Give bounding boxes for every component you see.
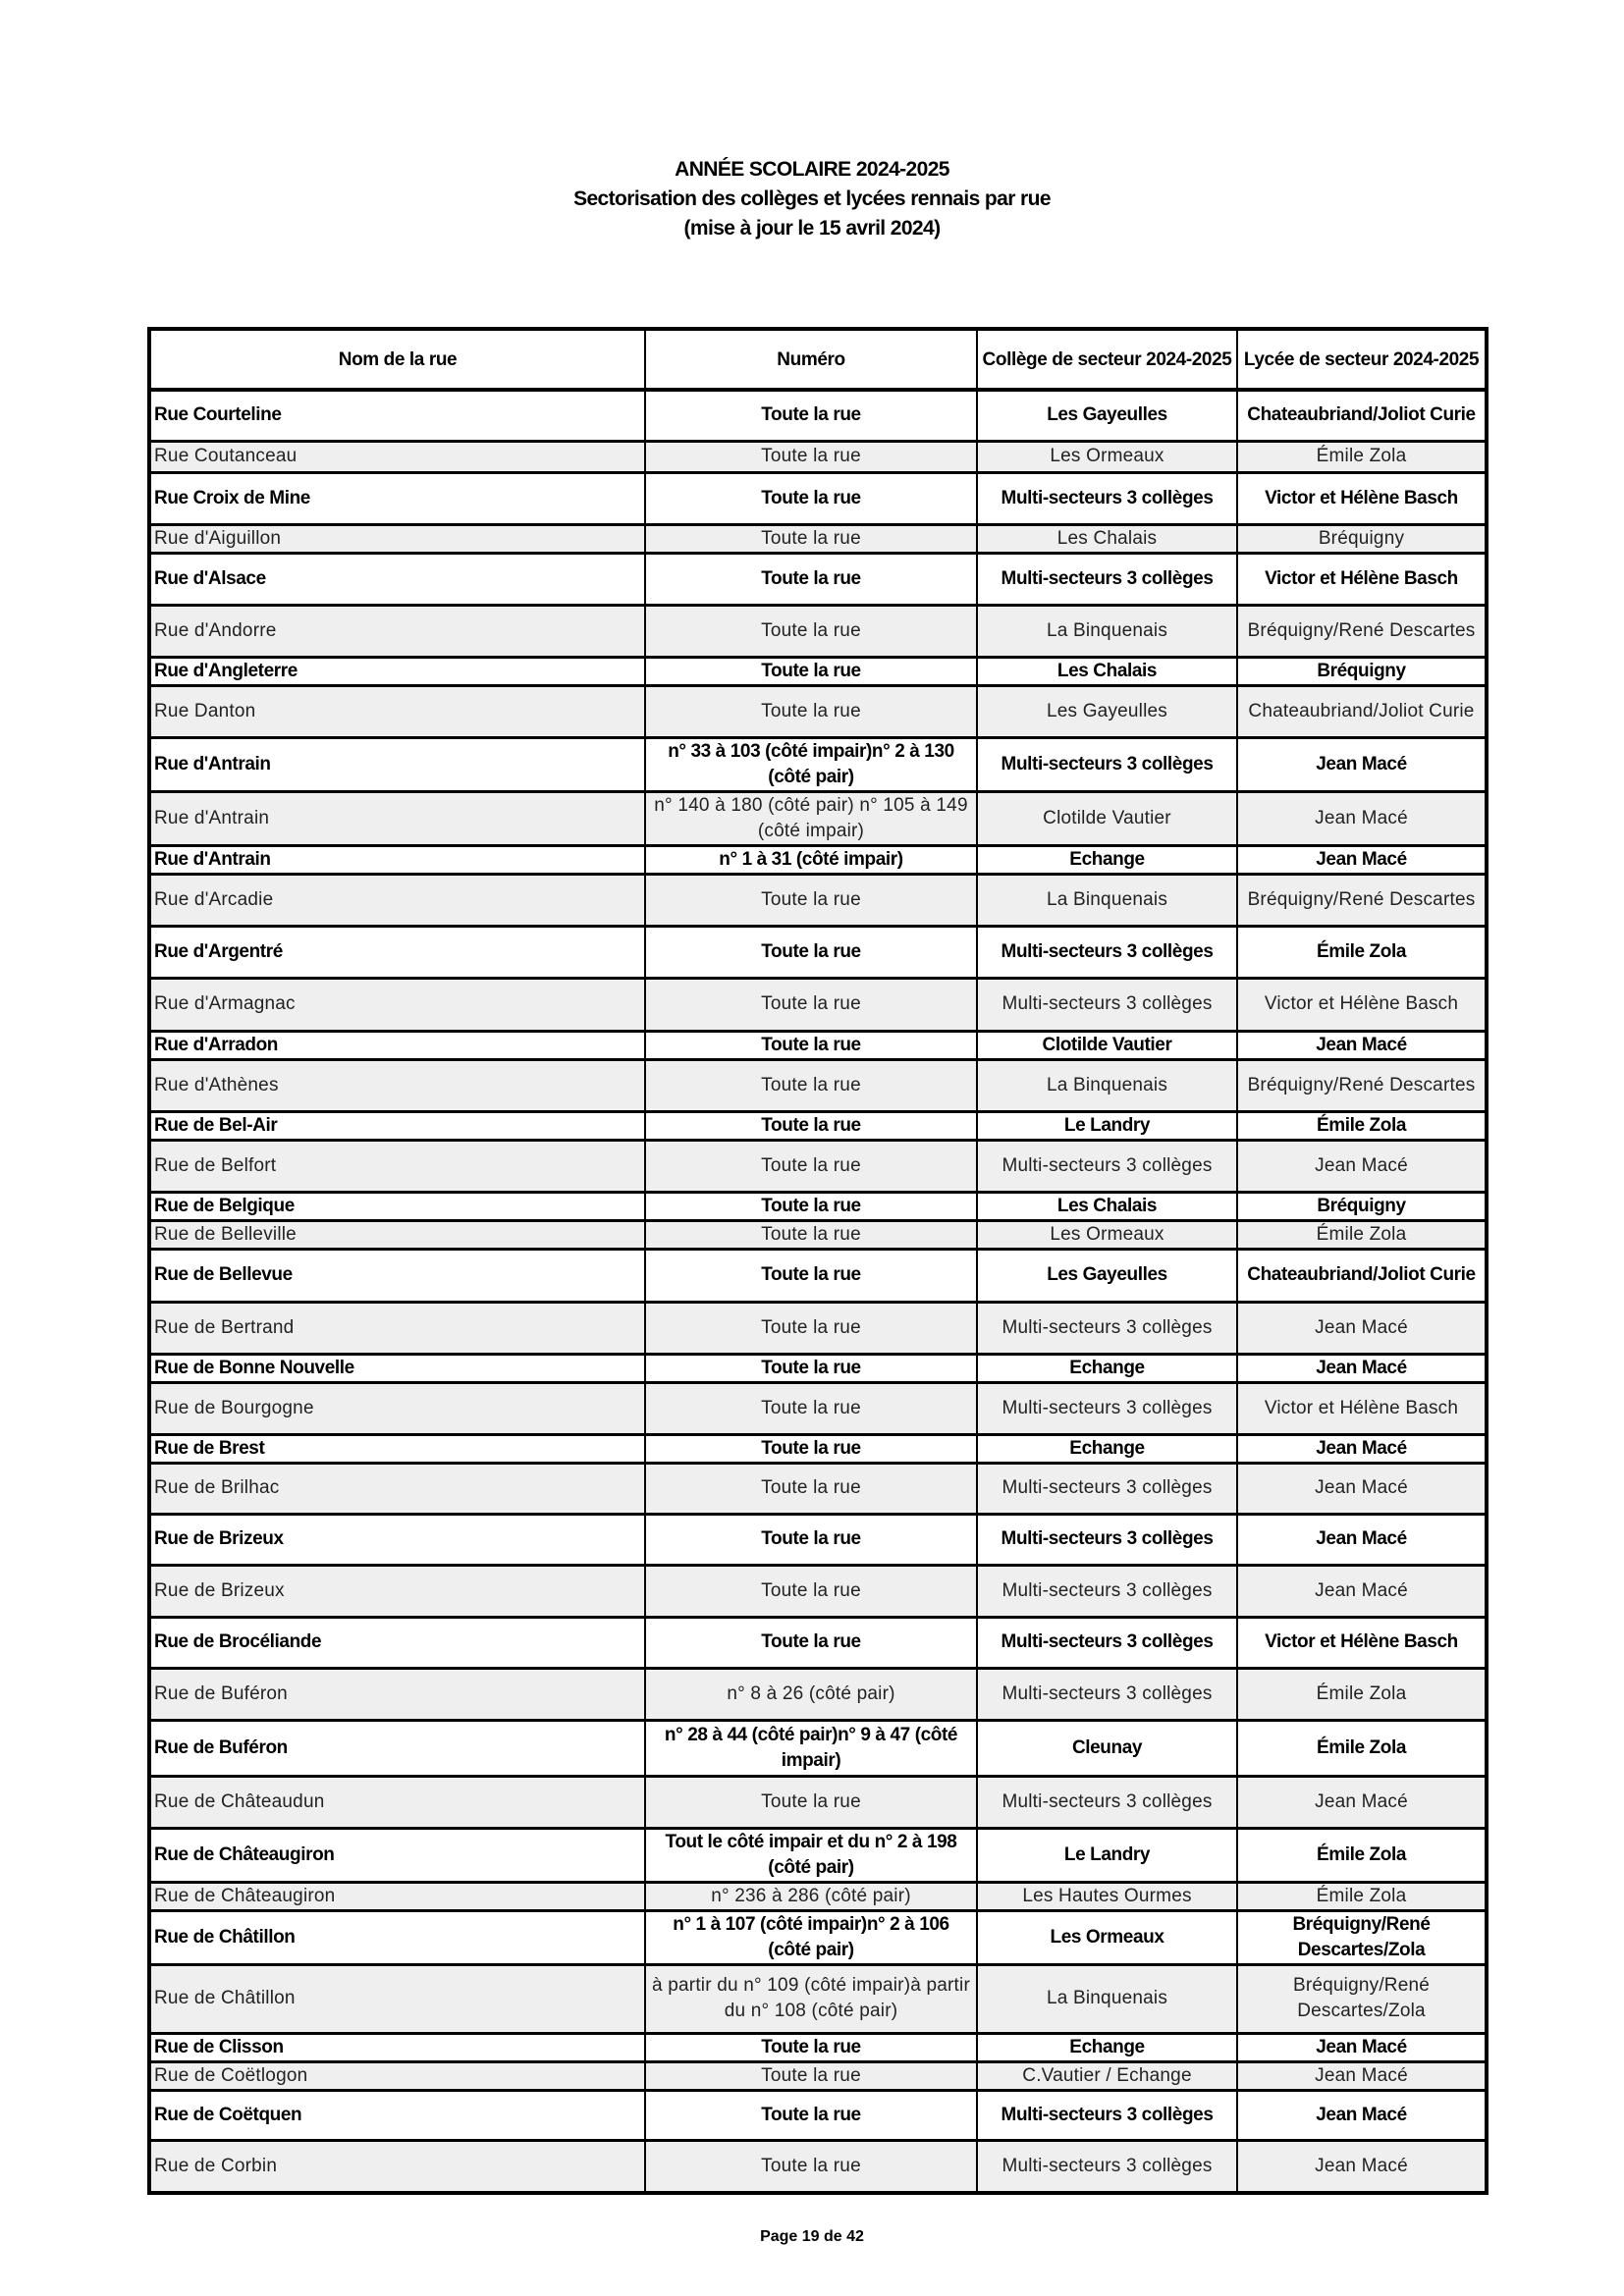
cell-numero: n° 8 à 26 (côté pair) xyxy=(645,1668,977,1720)
table-row xyxy=(149,791,1487,845)
cell-lycee: Victor et Hélène Basch xyxy=(1237,1382,1487,1434)
table-row xyxy=(149,1220,1487,1249)
cell-lycee: Jean Macé xyxy=(1237,1140,1487,1192)
table-row xyxy=(149,1249,1487,1302)
table-row xyxy=(149,2090,1487,2140)
cell-rue: Rue de Brizeux xyxy=(149,1565,645,1617)
cell-college: Les Chalais xyxy=(977,1192,1237,1220)
cell-lycee: Jean Macé xyxy=(1237,2140,1487,2193)
sectorisation-table xyxy=(147,327,1489,2195)
cell-rue: Rue de Corbin xyxy=(149,2140,645,2193)
table-row xyxy=(149,1882,1487,1910)
cell-rue: Rue de Bellevue xyxy=(149,1249,645,1302)
cell-college: Echange xyxy=(977,2033,1237,2061)
cell-college: Multi-secteurs 3 collèges xyxy=(977,926,1237,978)
table-row xyxy=(149,1910,1487,1964)
table-row xyxy=(149,2033,1487,2061)
cell-lycee: Émile Zola xyxy=(1237,441,1487,472)
cell-college: Multi-secteurs 3 collèges xyxy=(977,1382,1237,1434)
cell-college: La Binquenais xyxy=(977,605,1237,657)
cell-lycee: Victor et Hélène Basch xyxy=(1237,472,1487,524)
table-row xyxy=(149,1720,1487,1776)
cell-lycee: Victor et Hélène Basch xyxy=(1237,978,1487,1031)
cell-college: Clotilde Vautier xyxy=(977,791,1237,845)
table-row xyxy=(149,1302,1487,1354)
cell-rue: Rue de Buféron xyxy=(149,1720,645,1776)
cell-rue: Rue Coutanceau xyxy=(149,441,645,472)
cell-rue: Rue d'Andorre xyxy=(149,605,645,657)
cell-rue: Rue de Châteaugiron xyxy=(149,1828,645,1882)
cell-rue: Rue de Belleville xyxy=(149,1220,645,1249)
cell-college: Multi-secteurs 3 collèges xyxy=(977,1140,1237,1192)
cell-numero: Tout le côté impair et du n° 2 à 198 (côté pair) xyxy=(645,1828,977,1882)
cell-rue: Rue de Châtillon xyxy=(149,1964,645,2033)
cell-rue: Rue d'Aiguillon xyxy=(149,524,645,553)
cell-rue: Rue de Brocéliande xyxy=(149,1617,645,1668)
cell-lycee: Bréquigny xyxy=(1237,524,1487,553)
cell-lycee: Jean Macé xyxy=(1237,1565,1487,1617)
cell-college: Les Chalais xyxy=(977,524,1237,553)
cell-college: Multi-secteurs 3 collèges xyxy=(977,1514,1237,1565)
cell-lycee: Chateaubriand/Joliot Curie xyxy=(1237,1249,1487,1302)
table-row xyxy=(149,1964,1487,2033)
table-row xyxy=(149,1668,1487,1720)
cell-college: La Binquenais xyxy=(977,1964,1237,2033)
cell-rue: Rue Courteline xyxy=(149,390,645,441)
table-row xyxy=(149,441,1487,472)
table-row xyxy=(149,472,1487,524)
cell-college: Echange xyxy=(977,845,1237,874)
column-header-rue: Nom de la rue xyxy=(149,329,645,390)
cell-college: Multi-secteurs 3 collèges xyxy=(977,2090,1237,2140)
cell-lycee: Émile Zola xyxy=(1237,1720,1487,1776)
cell-college: Echange xyxy=(977,1354,1237,1382)
cell-rue: Rue de Clisson xyxy=(149,2033,645,2061)
cell-college: Multi-secteurs 3 collèges xyxy=(977,1617,1237,1668)
cell-lycee: Émile Zola xyxy=(1237,1111,1487,1140)
column-header-numero: Numéro xyxy=(645,329,977,390)
page-number: Page 19 de 42 xyxy=(760,2228,864,2245)
table-row xyxy=(149,1565,1487,1617)
cell-lycee: Émile Zola xyxy=(1237,1882,1487,1910)
cell-numero: Toute la rue xyxy=(645,978,977,1031)
cell-rue: Rue d'Angleterre xyxy=(149,657,645,685)
cell-lycee: Émile Zola xyxy=(1237,1220,1487,1249)
cell-college: La Binquenais xyxy=(977,874,1237,926)
table-row xyxy=(149,553,1487,605)
cell-rue: Rue de Brilhac xyxy=(149,1463,645,1514)
cell-numero: Toute la rue xyxy=(645,553,977,605)
table-row xyxy=(149,1111,1487,1140)
cell-numero: Toute la rue xyxy=(645,2033,977,2061)
cell-college: Multi-secteurs 3 collèges xyxy=(977,737,1237,791)
table-row xyxy=(149,845,1487,874)
cell-numero: Toute la rue xyxy=(645,2090,977,2140)
cell-rue: Rue d'Alsace xyxy=(149,553,645,605)
cell-rue: Rue d'Armagnac xyxy=(149,978,645,1031)
cell-numero: Toute la rue xyxy=(645,926,977,978)
cell-numero: Toute la rue xyxy=(645,472,977,524)
cell-college: Les Gayeulles xyxy=(977,685,1237,737)
cell-numero: Toute la rue xyxy=(645,1382,977,1434)
title-school-year: ANNÉE SCOLAIRE 2024-2025 xyxy=(675,158,949,181)
title-subject: Sectorisation des collèges et lycées rennais par rue xyxy=(573,187,1051,210)
cell-numero: Toute la rue xyxy=(645,1434,977,1463)
cell-college: C.Vautier / Echange xyxy=(977,2061,1237,2090)
cell-numero: Toute la rue xyxy=(645,1140,977,1192)
table-row xyxy=(149,1031,1487,1059)
cell-lycee: Jean Macé xyxy=(1237,737,1487,791)
cell-numero: Toute la rue xyxy=(645,1617,977,1668)
cell-numero: n° 1 à 107 (côté impair)n° 2 à 106 (côté pair) xyxy=(645,1910,977,1964)
cell-college: Les Gayeulles xyxy=(977,390,1237,441)
cell-numero: Toute la rue xyxy=(645,390,977,441)
cell-numero: Toute la rue xyxy=(645,441,977,472)
table-row xyxy=(149,605,1487,657)
table-header-row xyxy=(149,329,1487,390)
cell-lycee: Jean Macé xyxy=(1237,1434,1487,1463)
cell-rue: Rue de Châteaudun xyxy=(149,1776,645,1828)
table-row xyxy=(149,737,1487,791)
cell-college: Cleunay xyxy=(977,1720,1237,1776)
cell-numero: Toute la rue xyxy=(645,1249,977,1302)
cell-lycee: Jean Macé xyxy=(1237,2090,1487,2140)
cell-college: Les Ormeaux xyxy=(977,1220,1237,1249)
cell-rue: Rue de Bel-Air xyxy=(149,1111,645,1140)
cell-numero: Toute la rue xyxy=(645,1354,977,1382)
cell-lycee: Jean Macé xyxy=(1237,1031,1487,1059)
cell-rue: Rue Danton xyxy=(149,685,645,737)
cell-lycee: Chateaubriand/Joliot Curie xyxy=(1237,390,1487,441)
cell-numero: Toute la rue xyxy=(645,874,977,926)
table-row xyxy=(149,1828,1487,1882)
cell-numero: Toute la rue xyxy=(645,1776,977,1828)
cell-numero: n° 28 à 44 (côté pair)n° 9 à 47 (côté impair) xyxy=(645,1720,977,1776)
table-row xyxy=(149,926,1487,978)
cell-numero: n° 1 à 31 (côté impair) xyxy=(645,845,977,874)
cell-rue: Rue d'Antrain xyxy=(149,845,645,874)
cell-rue: Rue de Châteaugiron xyxy=(149,1882,645,1910)
cell-numero: n° 140 à 180 (côté pair) n° 105 à 149 (côté impair) xyxy=(645,791,977,845)
cell-rue: Rue de Brizeux xyxy=(149,1514,645,1565)
cell-rue: Rue de Belgique xyxy=(149,1192,645,1220)
cell-college: Multi-secteurs 3 collèges xyxy=(977,2140,1237,2193)
cell-college: Multi-secteurs 3 collèges xyxy=(977,472,1237,524)
cell-lycee: Jean Macé xyxy=(1237,1514,1487,1565)
document-title xyxy=(0,155,1624,243)
cell-college: Multi-secteurs 3 collèges xyxy=(977,1565,1237,1617)
cell-lycee: Bréquigny/René Descartes xyxy=(1237,605,1487,657)
cell-numero: Toute la rue xyxy=(645,685,977,737)
cell-college: Echange xyxy=(977,1434,1237,1463)
cell-lycee: Bréquigny/René Descartes xyxy=(1237,874,1487,926)
table-row xyxy=(149,2061,1487,2090)
cell-numero: Toute la rue xyxy=(645,1220,977,1249)
cell-numero: Toute la rue xyxy=(645,2061,977,2090)
cell-lycee: Bréquigny/René Descartes/Zola xyxy=(1237,1964,1487,2033)
cell-rue: Rue de Belfort xyxy=(149,1140,645,1192)
cell-lycee: Jean Macé xyxy=(1237,791,1487,845)
cell-college: Le Landry xyxy=(977,1828,1237,1882)
cell-lycee: Émile Zola xyxy=(1237,1668,1487,1720)
cell-rue: Rue d'Arcadie xyxy=(149,874,645,926)
cell-rue: Rue de Châtillon xyxy=(149,1910,645,1964)
cell-college: Les Ormeaux xyxy=(977,1910,1237,1964)
cell-lycee: Émile Zola xyxy=(1237,1828,1487,1882)
table-body xyxy=(149,390,1487,2193)
table-row xyxy=(149,2140,1487,2193)
cell-college: Les Chalais xyxy=(977,657,1237,685)
cell-rue: Rue de Bonne Nouvelle xyxy=(149,1354,645,1382)
cell-lycee: Jean Macé xyxy=(1237,2033,1487,2061)
cell-college: La Binquenais xyxy=(977,1059,1237,1111)
cell-numero: Toute la rue xyxy=(645,524,977,553)
cell-lycee: Jean Macé xyxy=(1237,2061,1487,2090)
cell-lycee: Bréquigny/René Descartes xyxy=(1237,1059,1487,1111)
cell-numero: Toute la rue xyxy=(645,1514,977,1565)
table-row xyxy=(149,1354,1487,1382)
table-row xyxy=(149,685,1487,737)
cell-rue: Rue de Bertrand xyxy=(149,1302,645,1354)
cell-lycee: Jean Macé xyxy=(1237,1354,1487,1382)
cell-numero: Toute la rue xyxy=(645,1111,977,1140)
table-row xyxy=(149,1617,1487,1668)
table-row xyxy=(149,1776,1487,1828)
cell-lycee: Chateaubriand/Joliot Curie xyxy=(1237,685,1487,737)
cell-rue: Rue d'Athènes xyxy=(149,1059,645,1111)
cell-lycee: Bréquigny/René Descartes/Zola xyxy=(1237,1910,1487,1964)
cell-college: Clotilde Vautier xyxy=(977,1031,1237,1059)
cell-lycee: Jean Macé xyxy=(1237,1302,1487,1354)
cell-rue: Rue d'Antrain xyxy=(149,737,645,791)
title-update-date: (mise à jour le 15 avril 2024) xyxy=(683,217,941,240)
cell-numero: Toute la rue xyxy=(645,1463,977,1514)
table-row xyxy=(149,1463,1487,1514)
cell-numero: Toute la rue xyxy=(645,2140,977,2193)
cell-college: Multi-secteurs 3 collèges xyxy=(977,1668,1237,1720)
table-row xyxy=(149,1434,1487,1463)
cell-rue: Rue d'Argentré xyxy=(149,926,645,978)
cell-rue: Rue de Buféron xyxy=(149,1668,645,1720)
cell-numero: n° 236 à 286 (côté pair) xyxy=(645,1882,977,1910)
cell-rue: Rue Croix de Mine xyxy=(149,472,645,524)
cell-numero: à partir du n° 109 (côté impair)à partir du n° 108 (côté pair) xyxy=(645,1964,977,2033)
table-row xyxy=(149,524,1487,553)
cell-college: Multi-secteurs 3 collèges xyxy=(977,978,1237,1031)
table-row xyxy=(149,874,1487,926)
table-row xyxy=(149,390,1487,441)
table-row xyxy=(149,1382,1487,1434)
cell-college: Les Gayeulles xyxy=(977,1249,1237,1302)
cell-college: Multi-secteurs 3 collèges xyxy=(977,1776,1237,1828)
cell-rue: Rue de Brest xyxy=(149,1434,645,1463)
cell-rue: Rue de Coëtquen xyxy=(149,2090,645,2140)
column-header-college: Collège de secteur 2024-2025 xyxy=(977,329,1237,390)
cell-numero: Toute la rue xyxy=(645,1565,977,1617)
cell-college: Multi-secteurs 3 collèges xyxy=(977,1302,1237,1354)
cell-rue: Rue de Bourgogne xyxy=(149,1382,645,1434)
table-row xyxy=(149,1514,1487,1565)
cell-numero: n° 33 à 103 (côté impair)n° 2 à 130 (côté pair) xyxy=(645,737,977,791)
table-row xyxy=(149,978,1487,1031)
cell-numero: Toute la rue xyxy=(645,657,977,685)
cell-college: Le Landry xyxy=(977,1111,1237,1140)
table-row xyxy=(149,1059,1487,1111)
cell-numero: Toute la rue xyxy=(645,1059,977,1111)
cell-college: Multi-secteurs 3 collèges xyxy=(977,1463,1237,1514)
cell-numero: Toute la rue xyxy=(645,1192,977,1220)
cell-rue: Rue de Coëtlogon xyxy=(149,2061,645,2090)
cell-lycee: Bréquigny xyxy=(1237,657,1487,685)
table-row xyxy=(149,657,1487,685)
cell-rue: Rue d'Antrain xyxy=(149,791,645,845)
cell-numero: Toute la rue xyxy=(645,1302,977,1354)
cell-lycee: Victor et Hélène Basch xyxy=(1237,553,1487,605)
cell-lycee: Jean Macé xyxy=(1237,845,1487,874)
cell-college: Les Hautes Ourmes xyxy=(977,1882,1237,1910)
table-row xyxy=(149,1192,1487,1220)
cell-college: Multi-secteurs 3 collèges xyxy=(977,553,1237,605)
cell-numero: Toute la rue xyxy=(645,1031,977,1059)
cell-college: Les Ormeaux xyxy=(977,441,1237,472)
column-header-lycee: Lycée de secteur 2024-2025 xyxy=(1237,329,1487,390)
cell-lycee: Émile Zola xyxy=(1237,926,1487,978)
cell-numero: Toute la rue xyxy=(645,605,977,657)
cell-rue: Rue d'Arradon xyxy=(149,1031,645,1059)
cell-lycee: Bréquigny xyxy=(1237,1192,1487,1220)
table-row xyxy=(149,1140,1487,1192)
cell-lycee: Jean Macé xyxy=(1237,1463,1487,1514)
cell-lycee: Jean Macé xyxy=(1237,1776,1487,1828)
cell-lycee: Victor et Hélène Basch xyxy=(1237,1617,1487,1668)
